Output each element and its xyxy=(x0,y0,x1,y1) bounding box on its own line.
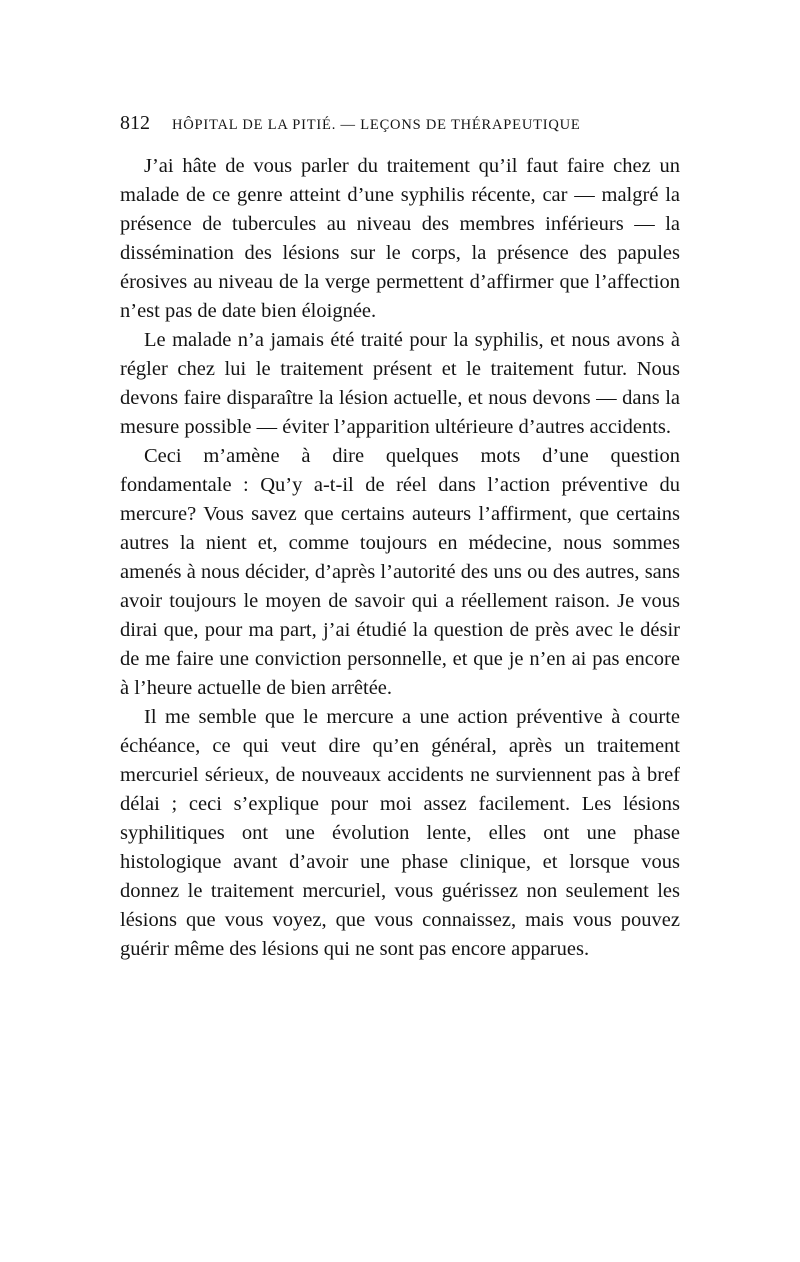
paragraph-4: Il me semble que le mercure a une action préventive à courte échéance, ce qui veut dire qu’en général, après un traitement mercuriel sérieux, de nouveaux accidents ne surviennent pas à bref délai ; ceci s’explique pour moi assez facilement. Les lésions syphilitiques ont une évolution lente, elles ont une phase histologique avant d’avoir une phase clinique, et lorsque vous donnez le traitement mercuriel, vous guérissez non seulement les lésions que vous voyez, que vous connaissez, mais vous pouvez guérir même des lésions qui ne sont pas encore apparues. xyxy=(120,706,680,960)
body-text xyxy=(120,152,680,964)
book-page xyxy=(120,112,680,964)
running-title: HÔPITAL DE LA PITIÉ. — LEÇONS DE THÉRAPEUTIQUE xyxy=(172,117,581,133)
paragraph-2: Le malade n’a jamais été traité pour la syphilis, et nous avons à régler chez lui le traitement présent et le traitement futur. Nous devons faire disparaître la lésion actuelle, et nous devons — dans la mesure possible — éviter l’apparition ultérieure d’autres accidents. xyxy=(120,329,680,438)
paragraph-3: Ceci m’amène à dire quelques mots d’une question fondamentale : Qu’y a-t-il de réel dans l’action préventive du mercure? Vous savez que certains auteurs l’affirment, que certains autres la nient et, comme toujours en médecine, nous sommes amenés à nous décider, d’après l’autorité des uns ou des autres, sans avoir toujours le moyen de savoir qui a réellement raison. Je vous dirai que, pour ma part, j’ai étudié la question de près avec le désir de me faire une conviction personnelle, et que je n’en ai pas encore à l’heure actuelle de bien arrêtée. xyxy=(120,445,680,699)
running-head xyxy=(120,112,680,146)
paragraph-1: J’ai hâte de vous parler du traitement qu’il faut faire chez un malade de ce genre atteint d’une syphilis récente, car — malgré la présence de tubercules au niveau des membres inférieurs — la dissémination des lésions sur le corps, la présence des papules érosives au niveau de la verge permettent d’affirmer que l’affection n’est pas de date bien éloignée. xyxy=(120,155,680,322)
page-number: 812 xyxy=(120,112,150,134)
